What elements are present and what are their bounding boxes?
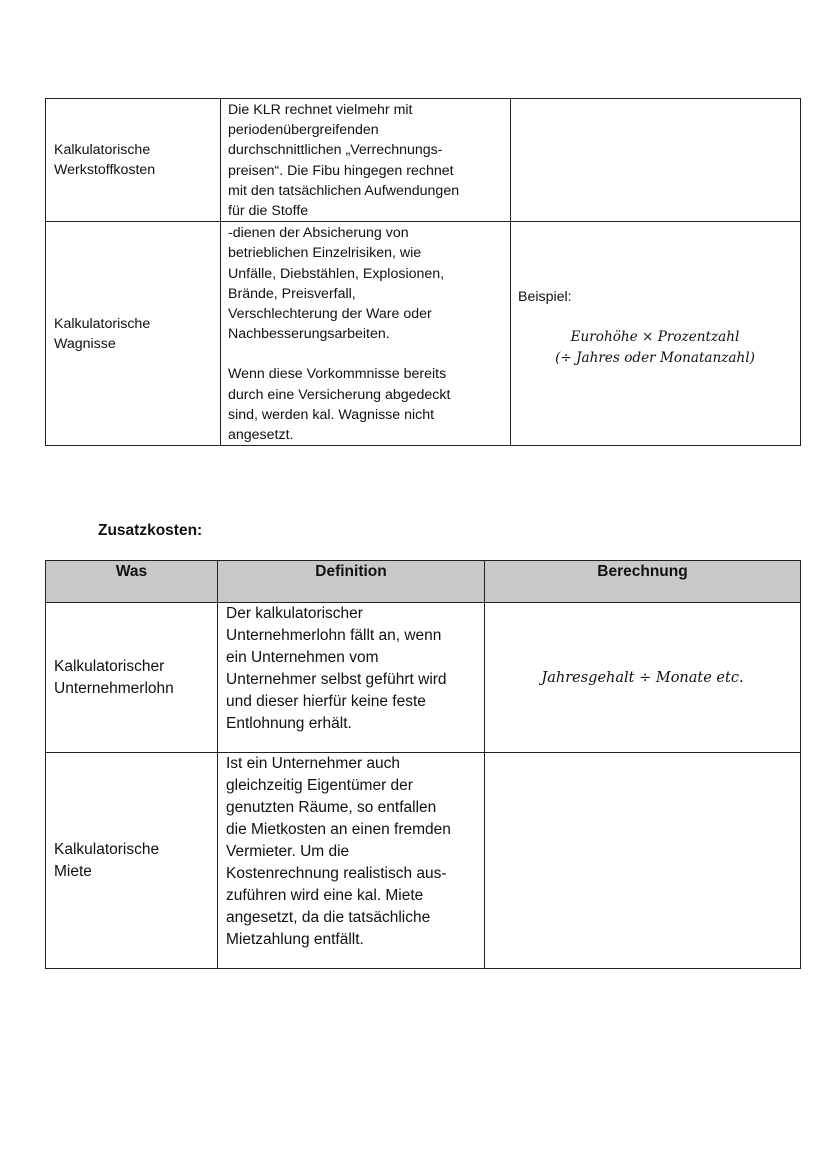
definition-line: Verschlechterung der Ware oder xyxy=(228,306,432,323)
definition-cell xyxy=(218,753,485,969)
definition-line: preisen“. Die Fibu hingegen rechnet xyxy=(228,162,454,179)
table-row xyxy=(46,753,801,969)
definition-line: Entlohnung erhält. xyxy=(226,715,352,732)
was-line: Kalkulatorische xyxy=(54,315,151,332)
table-row xyxy=(46,99,801,222)
was-line: Werkstoffkosten xyxy=(54,162,156,179)
definition-line: Nachbesserungsarbeiten. xyxy=(228,326,390,343)
wagnis-formula xyxy=(518,327,800,369)
definition-line: -dienen der Absicherung von xyxy=(228,225,409,242)
berechnung-cell xyxy=(511,222,801,446)
definition-cell xyxy=(221,99,511,222)
was-line: Wagnisse xyxy=(54,335,116,352)
definition-line: Unternehmerlohn fällt an, wenn xyxy=(226,627,442,644)
definition-line: Vermieter. Um die xyxy=(226,843,350,860)
table-header-row xyxy=(46,561,801,603)
table-row xyxy=(46,603,801,753)
definition-line: genutzten Räume, so entfallen xyxy=(226,799,437,816)
beispiel-label: Beispiel: xyxy=(518,288,572,305)
definition-line: Unternehmer selbst geführt wird xyxy=(226,671,447,688)
definition-line: Mietzahlung entfällt. xyxy=(226,931,364,948)
definition-line: Kostenrechnung realistisch aus- xyxy=(226,865,447,882)
definition-line: Wenn diese Vorkommnisse bereits xyxy=(228,366,447,383)
kalkulatorische-kosten-table xyxy=(45,98,801,446)
definition-line: und dieser hierfür keine feste xyxy=(226,693,426,710)
was-line: Miete xyxy=(54,862,92,880)
definition-line: durchschnittlichen „Verrechnungs- xyxy=(228,142,443,159)
column-header-definition: Definition xyxy=(218,561,485,603)
berechnung-cell xyxy=(485,753,801,969)
definition-line: Unfälle, Diebstählen, Explosionen, xyxy=(228,265,445,282)
definition-line: Die KLR rechnet vielmehr mit xyxy=(228,102,413,118)
definition-line: Brände, Preisverfall, xyxy=(228,285,356,302)
definition-line: angesetzt. xyxy=(228,427,294,444)
was-cell xyxy=(46,753,218,969)
unternehmerlohn-formula: Jahresgehalt ÷ Monate etc. xyxy=(541,669,744,686)
was-cell xyxy=(46,222,221,446)
was-line: Kalkulatorische xyxy=(54,141,151,158)
was-cell xyxy=(46,99,221,222)
column-header-berechnung: Berechnung xyxy=(485,561,801,603)
definition-line: Der kalkulatorischer xyxy=(226,605,363,622)
column-header-was: Was xyxy=(46,561,218,603)
definition-line: Ist ein Unternehmer auch xyxy=(226,755,401,772)
definition-line: durch eine Versicherung abgedeckt xyxy=(228,386,451,403)
definition-cell xyxy=(221,222,511,446)
definition-line: sind, werden kal. Wagnisse nicht xyxy=(228,406,435,423)
definition-line: ein Unternehmen vom xyxy=(226,649,379,666)
paragraph-gap xyxy=(228,344,504,364)
formula-line: Eurohöhe × Prozentzahl xyxy=(570,328,740,345)
definition-line: angesetzt, da die tatsächliche xyxy=(226,909,431,926)
definition-line: die Mietkosten an einen fremden xyxy=(226,821,451,838)
definition-line: gleichzeitig Eigentümer der xyxy=(226,777,413,794)
berechnung-cell xyxy=(511,99,801,222)
was-line: Kalkulatorischer xyxy=(54,657,165,675)
formula-line: (÷ Jahres oder Monatanzahl) xyxy=(555,349,755,366)
section-heading: Zusatzkosten: xyxy=(98,522,203,539)
table-row xyxy=(46,222,801,446)
definition-cell xyxy=(218,603,485,753)
was-line: Unternehmerlohn xyxy=(54,679,174,697)
definition-line: für die Stoffe xyxy=(228,203,309,220)
zusatzkosten-table xyxy=(45,560,801,969)
was-line: Kalkulatorische xyxy=(54,840,160,858)
definition-line: mit den tatsächlichen Aufwendungen xyxy=(228,182,460,199)
was-cell xyxy=(46,603,218,753)
definition-line: betrieblichen Einzelrisiken, wie xyxy=(228,245,422,262)
berechnung-cell xyxy=(485,603,801,753)
definition-line: periodenübergreifenden xyxy=(228,122,379,139)
definition-line: zuführen wird eine kal. Miete xyxy=(226,887,424,904)
